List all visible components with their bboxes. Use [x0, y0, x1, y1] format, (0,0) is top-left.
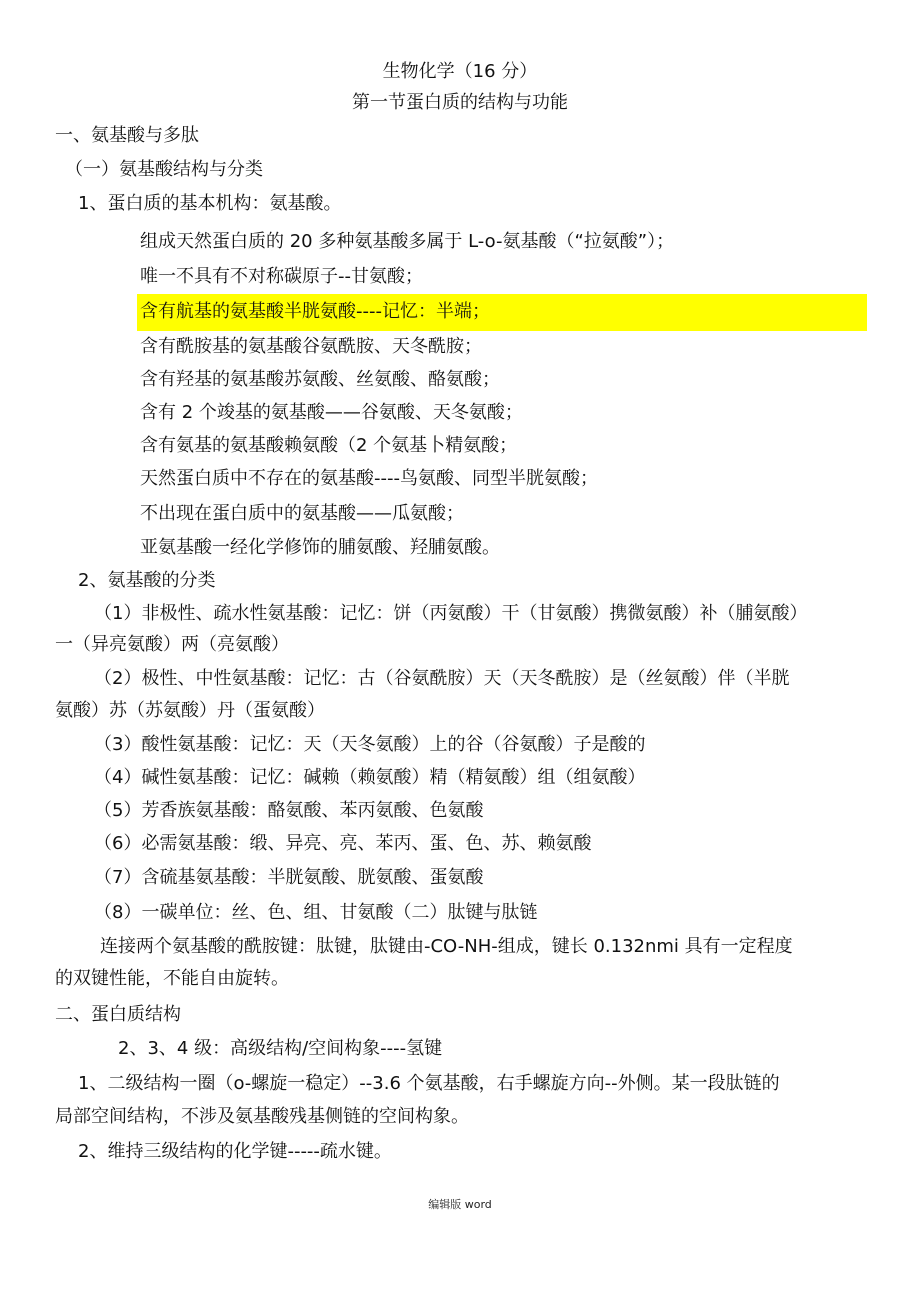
- class-line-1a: （1）非极性、疏水性氨基酸：记忆：饼（丙氨酸）干（甘氨酸）携微氨酸）补（脯氨酸）: [94, 603, 808, 624]
- heading-protein-structure: 二、蛋白质结构: [55, 1004, 181, 1025]
- secondary-structure-line-1: 1、二级结构一圈（o-螺旋一稳定）--3.6 个氨基酸，右手螺旋方向--外侧。某一段肽链的: [78, 1073, 780, 1094]
- item-basic-unit: 1、蛋白质的基本机构：氨基酸。: [78, 193, 342, 214]
- text-line: 不出现在蛋白质中的氨基酸——瓜氨酸；: [140, 503, 464, 524]
- class-line-8: （8）一碳单位：丝、色、组、甘氨酸（二）肽键与肽链: [94, 902, 538, 923]
- structure-levels-line: 2、3、4 级：高级结构/空间构象----氢键: [118, 1038, 443, 1059]
- item-classification: 2、氨基酸的分类: [78, 570, 216, 591]
- class-line-1b: 一（异亮氨酸）两（亮氨酸）: [55, 634, 289, 655]
- secondary-structure-line-2: 局部空间结构，不涉及氨基酸残基侧链的空间构象。: [55, 1106, 469, 1127]
- section-title: 第一节蛋白质的结构与功能: [352, 92, 568, 113]
- class-line-3: （3）酸性氨基酸：记忆：天（天冬氨酸）上的谷（谷氨酸）子是酸的: [94, 734, 646, 755]
- text-line: 含有羟基的氨基酸苏氨酸、丝氨酸、酪氨酸；: [140, 369, 500, 390]
- paragraph-peptide-bond-line-1: 连接两个氨基酸的酰胺键：肽键，肽键由-CO-NH-组成，键长 0.132nmi 具有一定程度: [100, 936, 793, 957]
- paragraph-peptide-bond-line-2: 的双键性能，不能自由旋转。: [55, 968, 289, 989]
- text-line: 含有氨基的氨基酸赖氨酸（2 个氨基卜精氨酸；: [140, 435, 518, 456]
- text-line: 亚氨基酸一经化学修饰的脯氨酸、羟脯氨酸。: [140, 537, 500, 558]
- class-line-7: （7）含硫基氨基酸：半胱氨酸、胱氨酸、蛋氨酸: [94, 867, 484, 888]
- text-line: 含有 2 个竣基的氨基酸——谷氨酸、天冬氨酸；: [140, 402, 523, 423]
- class-line-6: （6）必需氨基酸：缎、异亮、亮、苯丙、蛋、色、苏、赖氨酸: [94, 833, 592, 854]
- tertiary-structure-line: 2、维持三级结构的化学键-----疏水键。: [78, 1141, 392, 1162]
- page-footer: 编辑版 word: [428, 1198, 492, 1211]
- class-line-4: （4）碱性氨基酸：记忆：碱赖（赖氨酸）精（精氨酸）组（组氨酸）: [94, 767, 646, 788]
- class-line-2b: 氨酸）苏（苏氨酸）丹（蛋氨酸）: [55, 700, 325, 721]
- document-title: 生物化学（16 分）: [382, 61, 538, 82]
- text-line: 唯一不具有不对称碳原子--甘氨酸；: [140, 266, 423, 287]
- subheading-structure-classification: （一）氨基酸结构与分类: [65, 159, 263, 180]
- class-line-5: （5）芳香族氨基酸：酪氨酸、苯丙氨酸、色氨酸: [94, 800, 484, 821]
- heading-amino-acids-peptides: 一、氨基酸与多肽: [55, 125, 199, 146]
- highlighted-text-line: 含有航基的氨基酸半胱氨酸----记忆：半端；: [140, 301, 490, 322]
- class-line-2a: （2）极性、中性氨基酸：记忆：古（谷氨酰胺）天（天冬酰胺）是（丝氨酸）伴（半胱: [94, 668, 790, 689]
- text-line: 组成天然蛋白质的 20 多种氨基酸多属于 L-o-氨基酸（“拉氨酸”）；: [140, 231, 675, 252]
- text-line: 天然蛋白质中不存在的氨基酸----鸟氨酸、同型半胱氨酸；: [140, 468, 598, 489]
- text-line: 含有酰胺基的氨基酸谷氨酰胺、天冬酰胺；: [140, 336, 482, 357]
